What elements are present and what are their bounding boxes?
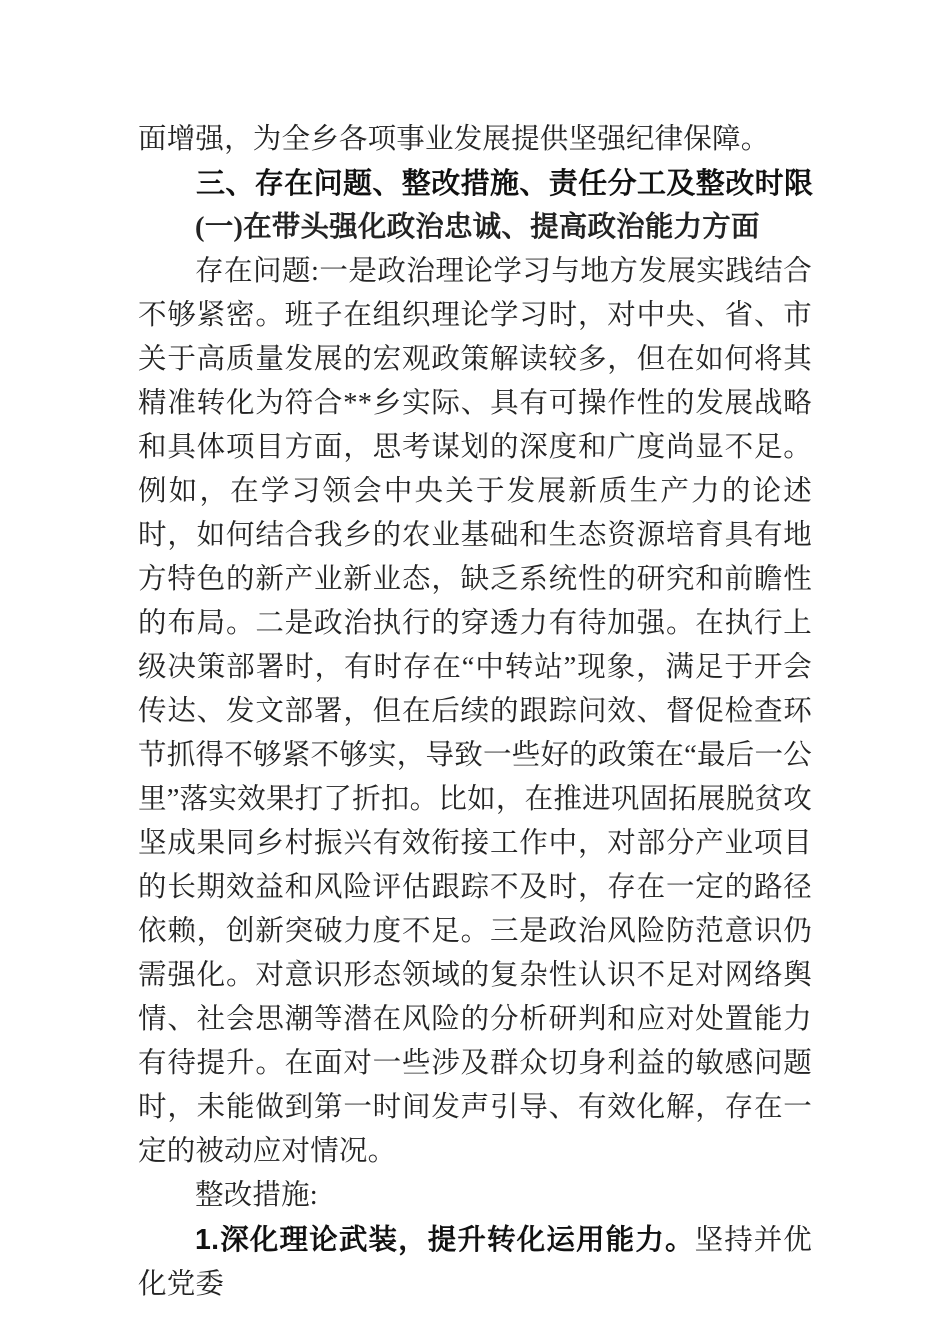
measure-item-1-title: 1.深化理论武装，提升转化运用能力。 [195, 1224, 695, 1256]
document-body [138, 118, 812, 1307]
measure-item-1-body: 坚持并优化党委 [138, 1225, 812, 1300]
measure-item-1 [138, 1218, 812, 1307]
continuation-paragraph: 面增强，为全乡各项事业发展提供坚强纪律保障。 [138, 124, 770, 155]
section-heading-three: 三、存在问题、整改措施、责任分工及整改时限 [196, 168, 814, 200]
existing-problems-paragraph: 存在问题:一是政治理论学习与地方发展实践结合不够紧密。班子在组织理论学习时，对中央、省、市关于高质量发展的宏观政策解读较多，但在如何将其精准转化为符合**乡实际、具有可操作性的发展战略和具体项目方面，思考谋划的深度和广度尚显不足。例如，在学习领会中央关于发展新质生产力的论述时，如何结合我乡的农业基础和生态资源培育具有地方特色的新产业新业态，缺乏系统性的研究和前瞻性的布局。二是政治执行的穿透力有待加强。在执行上级决策部署时，有时存在“中转站”现象，满足于开会传达、发文部署，但在后续的跟踪问效、督促检查环节抓得不够紧不够实，导致一些好的政策在“最后一公里”落实效果打了折扣。比如，在推进巩固拓展脱贫攻坚成果同乡村振兴有效衔接工作中，对部分产业项目的长期效益和风险评估跟踪不及时，存在一定的路径依赖，创新突破力度不足。三是政治风险防范意识仍需强化。对意识形态领域的复杂性认识不足对网络舆情、社会思潮等潜在风险的分析研判和应对处置能力有待提升。在面对一些涉及群众切身利益的敏感问题时，未能做到第一时间发声引导、有效化解，存在一定的被动应对情况。 [138, 256, 812, 1167]
subsection-heading-one: (一)在带头强化政治忠诚、提高政治能力方面 [195, 212, 760, 243]
rectification-measures-label: 整改措施: [195, 1180, 318, 1211]
